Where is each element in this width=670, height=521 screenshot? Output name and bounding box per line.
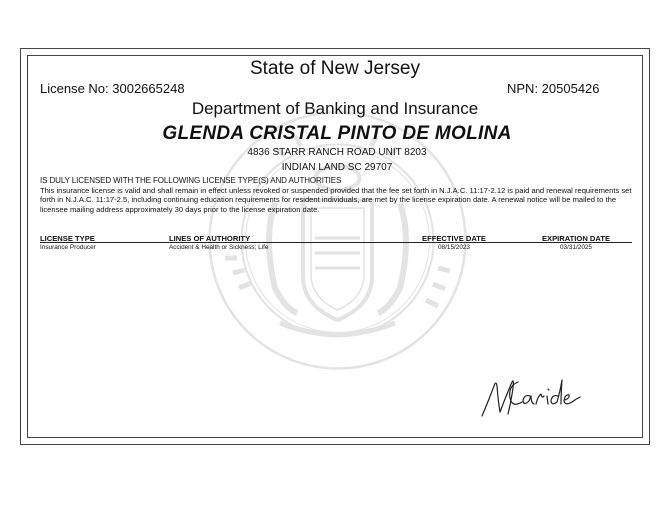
- header-lines-of-authority: LINES OF AUTHORITY: [169, 234, 251, 243]
- header-effective-date: EFFECTIVE DATE: [422, 234, 486, 243]
- header-license-type: LICENSE TYPE: [40, 234, 95, 243]
- header-expiration-date: EXPIRATION DATE: [541, 234, 611, 243]
- npn-number: NPN: 20505426: [507, 81, 600, 96]
- state-title: State of New Jersey: [249, 58, 421, 79]
- address-line-1: 4836 STARR RANCH ROAD UNIT 8203: [247, 147, 427, 158]
- commissioner-signature: [478, 372, 584, 420]
- licensee-name: GLENDA CRISTAL PINTO DE MOLINA: [162, 123, 512, 144]
- row-expiration-date: 03/31/2025: [560, 244, 592, 251]
- license-number: License No: 3002665248: [40, 81, 185, 96]
- row-lines-of-authority: Accident & Health or Sickness; Life: [169, 244, 269, 251]
- table-header-divider: [40, 242, 632, 243]
- row-effective-date: 08/15/2023: [438, 244, 470, 251]
- address-line-2: INDIAN LAND SC 29707: [281, 162, 393, 173]
- licensed-statement: IS DULY LICENSED WITH THE FOLLOWING LICENSE TYPE(S) AND AUTHORITIES: [40, 176, 342, 185]
- license-notice: This insurance license is valid and shall remain in effect unless revoked or suspended provided that the fee set forth in N.J.A.C. 11:17-2.12 is paid and renewal requirements set forth in N.J.A.C. 11:17-2.5, including continuing education requirements for resident individuals, are met by the license expiration date. A renewal notice will be mailed to the licensee mailing address approximately 30 days prior to the license expiration date.: [40, 186, 632, 214]
- department-name: Department of Banking and Insurance: [191, 99, 479, 118]
- row-license-type: Insurance Producer: [40, 244, 96, 251]
